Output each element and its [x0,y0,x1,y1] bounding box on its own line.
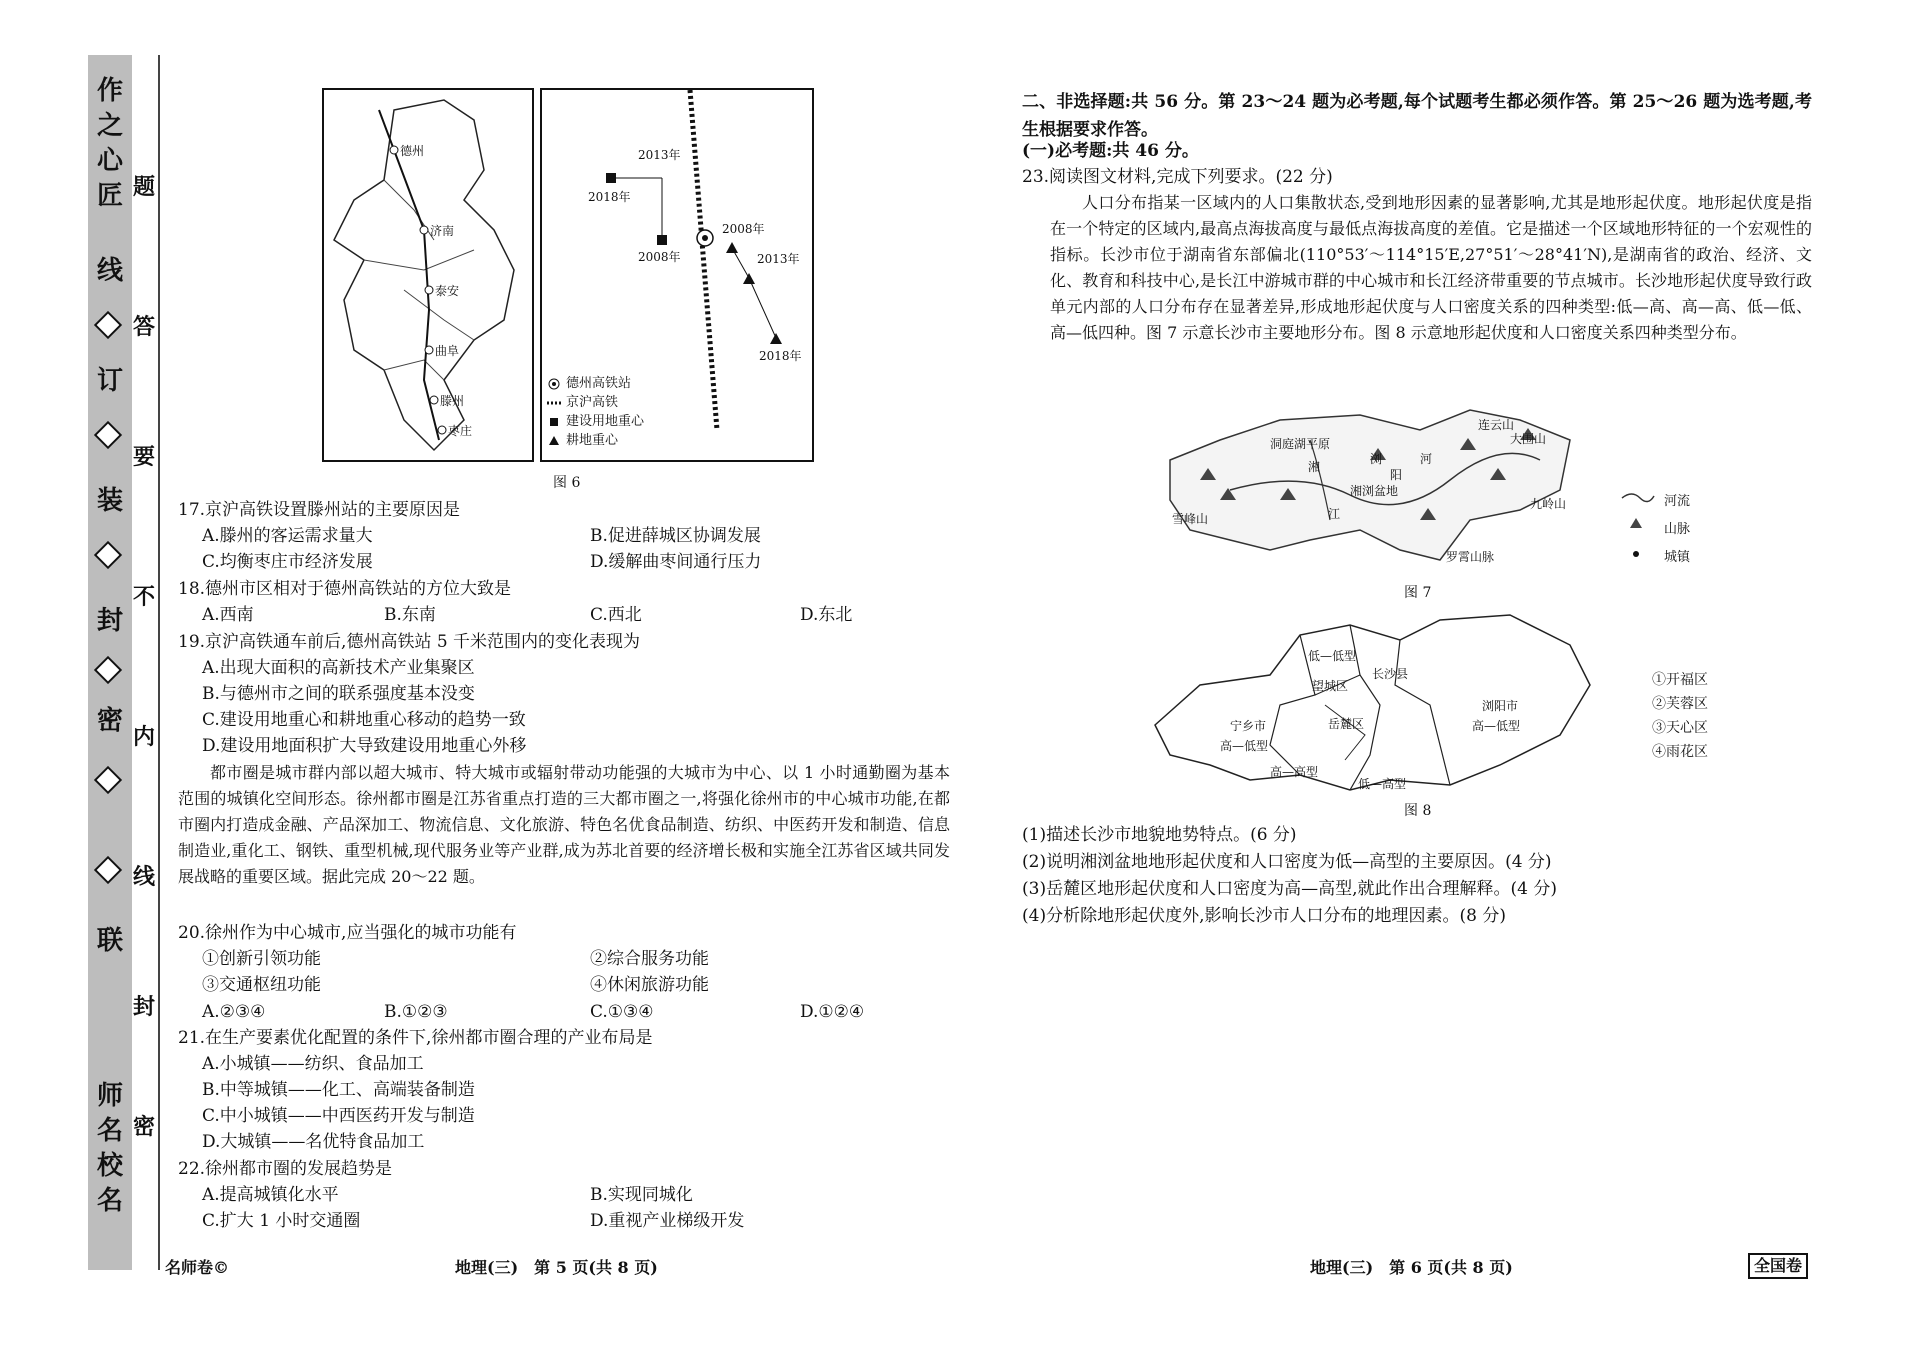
city-label: 枣庄 [448,424,473,438]
q17-option-b: B.促进薛城区协调发展 [590,526,761,546]
region-label: 岳麓区 [1328,717,1365,731]
q19-stem: 19.京沪高铁通车前后,德州高铁站 5 千米范围内的变化表现为 [178,632,641,652]
q23-sub3: (3)岳麓区地形起伏度和人口密度为高—高型,就此作出合理解释。(4 分) [1022,879,1557,899]
seal-word: 之 [96,111,123,141]
figure6-legend [566,374,644,450]
map-label: 罗霄山脉 [1446,550,1495,564]
q17-option-a: A.滕州的客运需求量大 [202,526,373,546]
q23-text: 人口分布指某一区域内的人口集散状态,受到地形因素的显著影响,尤其是地形起伏度。地形起伏度是指在一个特定的区域内,最高点海拔高度与最低点海拔高度的差值。它是描述一个区域地形特征的一个宏观性的指标。长沙市位于湖南省东部偏北(110°53′～114°15′E,27°51′～28°41′N),是湖南省的政治、经济、文化、教育和科技中心,是长江中游城市群的中心城市和长江经济带重要的节点城市。长沙地形起伏度导致行政单元内部的人口分布存在显著差异,形成地形起伏度与人口密度关系的四种类型:低—高、高—高、低—低、高—低四种。图 7 示意长沙市主要地形分布。图 8 示意地形起伏度和人口密度关系四种类型分布。 [1050,193,1812,342]
figure7-map [1160,400,1580,570]
map-label: 阳 [1390,468,1403,482]
region-label: 高—高型 [1270,765,1319,779]
map-label: 雪峰山 [1172,512,1209,526]
legend-item: ①开福区 [1652,672,1708,688]
region-label: 宁乡市 [1230,719,1267,733]
legend-item: ④雨花区 [1652,744,1708,760]
legend-item: 耕地重心 [566,433,619,448]
binding-right-char: 内 [132,724,155,750]
city-label: 滕州 [440,394,465,408]
q20-option-c: C.①③④ [590,1002,654,1022]
legend-item: 山脉 [1664,522,1691,537]
figure8-map [1150,605,1610,795]
region-label: 长沙县 [1372,667,1409,681]
q22-option-c: C.扩大 1 小时交通圈 [202,1211,361,1231]
figure6-caption: 图 6 [553,475,581,491]
binding-right-char: 答 [132,314,155,340]
strip-char: 师 [96,1081,123,1111]
strip-char: 装 [96,486,123,516]
q20-option-b: B.①②③ [384,1002,448,1022]
section-title: 二、非选择题:共 56 分。第 23～24 题为必考题,每个试题考生都必须作答。第 25～26 题为选考题,考生根据要求作答。 [1022,92,1812,140]
xuzhou-passage: 都市圈是城市群内部以超大城市、特大城市或辐射带动功能强的大城市为中心、以 1 小时通勤圈为基本范围的城镇化空间形态。徐州都市圈是江苏省重点打造的三大都市圈之一,将强化徐州市的中心城市功能,在都市圈内打造成金融、产品深加工、物流信息、文化旅游、特色名优食品制造、纺织、中医药开发和制造、信息制造业,重化工、钢铁、重型机械,现代服务业等产业群,成为苏北首要的经济增长极和实施全江苏省区域共同发展战略的重要区域。据此完成 20～22 题。 [178,763,950,886]
map-label: 湘 [1308,460,1321,474]
q20-item-3: ③交通枢纽功能 [202,975,321,995]
figure6-map [322,88,534,462]
q17-stem: 17.京沪高铁设置滕州站的主要原因是 [178,500,461,520]
q22-option-a: A.提高城镇化水平 [202,1185,339,1205]
year-label: 2008年 [722,222,765,236]
map-label: 洞庭湖平原 [1270,437,1331,451]
q20-item-1: ①创新引领功能 [202,949,321,969]
q19-option-b: B.与德州市之间的联系强度基本没变 [202,684,475,704]
q22-stem: 22.徐州都市圈的发展趋势是 [178,1159,393,1179]
year-label: 2013年 [757,252,800,266]
binding-right-char: 封 [132,994,155,1020]
binding-right-char: 不 [132,584,155,610]
strip-char: 线 [96,256,123,286]
q20-option-a: A.②③④ [202,1002,266,1022]
q20-item-4: ④休闲旅游功能 [590,975,709,995]
legend-item: 建设用地重心 [566,414,645,429]
q18-option-a: A.西南 [202,605,254,625]
required-heading: (一)必考题:共 46 分。 [1022,141,1199,161]
footer-brand: 名师卷© [165,1258,230,1277]
q21-option-b: B.中等城镇——化工、高端装备制造 [202,1080,475,1100]
map-label: 九岭山 [1530,497,1567,511]
q23-sub2: (2)说明湘浏盆地地形起伏度和人口密度为低—高型的主要原因。(4 分) [1022,852,1552,872]
seal-word: 作 [96,76,123,106]
city-label: 曲阜 [435,344,460,358]
seal-word: 匠 [96,181,123,211]
region-label: 望城区 [1312,679,1349,693]
q21-option-a: A.小城镇——纺织、食品加工 [202,1054,424,1074]
map-label: 江 [1328,507,1341,521]
footer-page-right: 地理(三) 第 6 页(共 8 页) [1310,1258,1513,1277]
figure7-legend-symbols [1620,488,1656,578]
city-label: 德州 [400,144,425,158]
q20-option-d: D.①②④ [800,1002,865,1022]
figure6-diagram [540,88,814,462]
city-label: 济南 [430,224,455,238]
q23-stem: 23.阅读图文材料,完成下列要求。(22 分) [1022,167,1333,187]
city-label: 泰安 [435,284,460,298]
q18-option-d: D.东北 [800,605,853,625]
footer-badge: 全国卷 [1748,1253,1808,1279]
figure8-caption: 图 8 [1404,803,1432,819]
map-label: 湘浏盆地 [1350,484,1399,498]
legend-item: 德州高铁站 [566,376,632,391]
year-label: 2018年 [759,349,802,363]
strip-char: 订 [96,366,123,396]
map-label: 连云山 [1478,418,1515,432]
binding-right-char: 线 [132,864,155,890]
q18-option-c: C.西北 [590,605,642,625]
q21-stem: 21.在生产要素优化配置的条件下,徐州都市圈合理的产业布局是 [178,1028,653,1048]
q20-item-2: ②综合服务功能 [590,949,709,969]
map-label: 浏 [1370,452,1383,466]
q18-stem: 18.德州市区相对于德州高铁站的方位大致是 [178,579,512,599]
region-label: 浏阳市 [1482,699,1519,713]
legend-item: 京沪高铁 [566,395,619,410]
strip-char: 名 [96,1116,123,1146]
strip-char: 封 [96,606,123,636]
region-label: 低—高型 [1358,777,1407,791]
q23-sub4: (4)分析除地形起伏度外,影响长沙市人口分布的地理因素。(8 分) [1022,906,1506,926]
binding-line [158,55,160,1270]
year-label: 2013年 [638,148,681,162]
binding-right-char: 要 [132,444,155,470]
map-label: 河 [1420,452,1433,466]
strip-char: 校 [96,1151,123,1181]
map-label: 大围山 [1510,432,1547,446]
region-label: 低—低型 [1308,649,1357,663]
footer-page-left: 地理(三) 第 5 页(共 8 页) [455,1258,658,1277]
changsha-districts-map [1150,605,1610,795]
legend-item: 河流 [1664,494,1691,509]
q22-option-b: B.实现同城化 [590,1185,693,1205]
q19-option-c: C.建设用地重心和耕地重心移动的趋势一致 [202,710,526,730]
q23-sub1: (1)描述长沙市地貌地势特点。(6 分) [1022,825,1297,845]
figure7-legend [1620,488,1691,582]
year-label: 2008年 [638,250,681,264]
q17-option-c: C.均衡枣庄市经济发展 [202,552,373,572]
shandong-map-outline [324,90,532,460]
seal-word: 心 [96,146,123,176]
legend-item: ②芙蓉区 [1652,696,1708,712]
figure7-caption: 图 7 [1404,585,1432,601]
year-label: 2018年 [588,190,631,204]
binding-right-char: 密 [132,1114,155,1140]
q17-option-d: D.缓解曲枣间通行压力 [590,552,762,572]
q20-stem: 20.徐州作为中心城市,应当强化的城市功能有 [178,923,517,943]
q22-option-d: D.重视产业梯级开发 [590,1211,745,1231]
region-label: 高—低型 [1220,739,1269,753]
legend-item: ③天心区 [1652,720,1708,736]
strip-char: 联 [96,926,123,956]
strip-char: 密 [96,706,123,736]
q19-option-d: D.建设用地面积扩大导致建设用地重心外移 [202,736,527,756]
q18-option-b: B.东南 [384,605,436,625]
region-label: 高—低型 [1472,719,1521,733]
q19-option-a: A.出现大面积的高新技术产业集聚区 [202,658,475,678]
figure8-legend [1652,668,1708,764]
strip-char: 名 [96,1186,123,1216]
binding-right-char: 题 [132,174,155,200]
legend-item: 城镇 [1664,550,1691,565]
q21-option-c: C.中小城镇——中西医药开发与制造 [202,1106,475,1126]
q21-option-d: D.大城镇——名优特食品加工 [202,1132,425,1152]
